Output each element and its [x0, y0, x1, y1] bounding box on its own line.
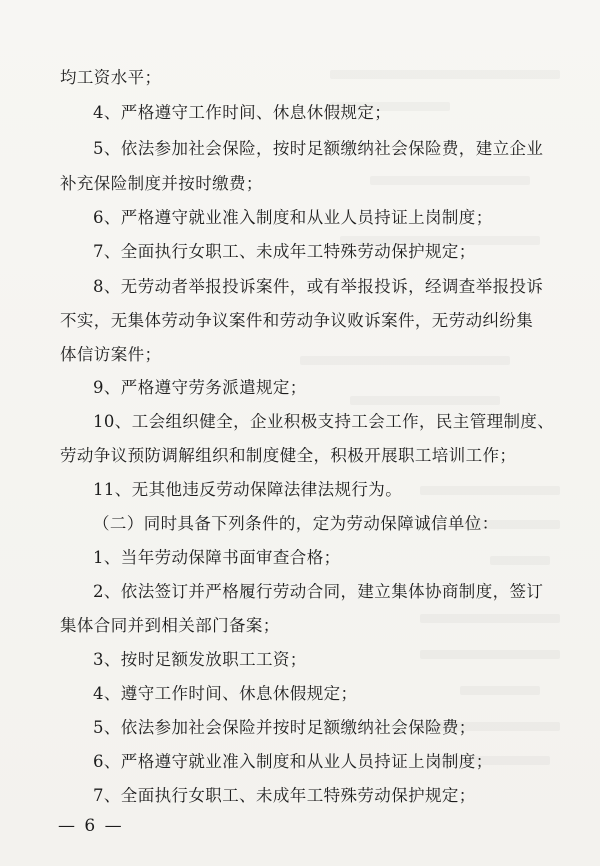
- text-line: 6、严格遵守就业准入制度和从业人员持证上岗制度；: [93, 208, 493, 227]
- text-line: 3、按时足额发放职工工资；: [93, 650, 307, 669]
- text-line: 10、工会组织健全，企业积极支持工会工作，民主管理制度、: [93, 412, 555, 431]
- text-line: 8、无劳动者举报投诉案件，或有举报投诉，经调查举报投诉: [93, 277, 544, 296]
- text-line: 均工资水平；: [60, 68, 162, 87]
- text-line: 1、当年劳动保障书面审查合格；: [93, 548, 341, 567]
- text-line: 劳动争议预防调解组织和制度健全，积极开展职工培训工作；: [60, 446, 517, 465]
- text-line: 2、依法签订并严格履行劳动合同，建立集体协商制度，签订: [93, 582, 544, 601]
- text-line: 6、严格遵守就业准入制度和从业人员持证上岗制度；: [93, 752, 493, 771]
- text-line: 11、无其他违反劳动保障法律法规行为。: [93, 480, 403, 499]
- text-line: 7、全面执行女职工、未成年工特殊劳动保护规定；: [93, 242, 476, 261]
- text-line: 集体合同并到相关部门备案；: [60, 616, 280, 635]
- text-line: 7、全面执行女职工、未成年工特殊劳动保护规定；: [93, 786, 476, 805]
- text-line: 5、依法参加社会保险，按时足额缴纳社会保险费，建立企业: [93, 139, 544, 158]
- text-line: 补充保险制度并按时缴费；: [60, 174, 263, 193]
- text-line: 4、严格遵守工作时间、休息休假规定；: [93, 103, 392, 122]
- text-line: 4、遵守工作时间、休息休假规定；: [93, 684, 358, 703]
- text-line: 体信访案件；: [60, 345, 162, 364]
- section-heading: （二）同时具备下列条件的，定为劳动保障诚信单位：: [93, 514, 499, 533]
- page-number: — 6 —: [58, 816, 124, 836]
- text-line: 不实，无集体劳动争议案件和劳动争议败诉案件，无劳动纠纷集: [60, 311, 534, 330]
- text-line: 5、依法参加社会保险并按时足额缴纳社会保险费；: [93, 718, 476, 737]
- text-line: 9、严格遵守劳务派遣规定；: [93, 378, 307, 397]
